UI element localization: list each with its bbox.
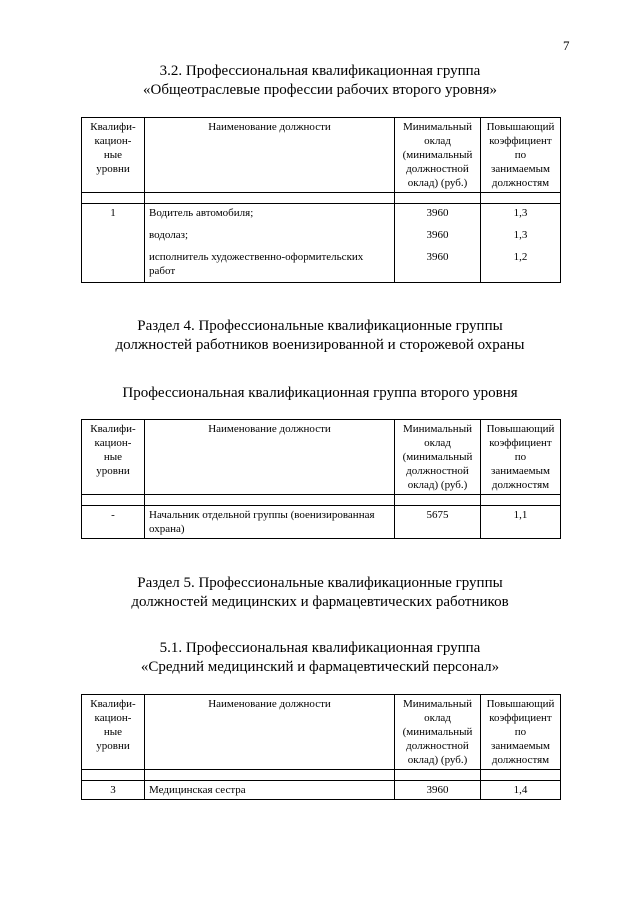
position-name: Медицинская сестра [145, 781, 395, 800]
header-level: Квалифи- кацион- ные уровни [82, 420, 145, 495]
position-name: Водитель автомобиля; [149, 207, 254, 219]
section-3-2-title-line1: 3.2. Профессиональная квалификационная группа [159, 63, 481, 79]
coef-value: 1,3 [513, 207, 528, 219]
header-salary: Минимальный оклад (минимальный должностной оклад) (руб.) [395, 420, 481, 495]
coef-value: 1,4 [481, 781, 561, 800]
section-4-title [80, 317, 560, 355]
salary-value: 5675 [395, 506, 481, 539]
section-5-1-title-line1: 5.1. Профессиональная квалификационная группа [159, 640, 481, 656]
header-coef: Повышающий коэффициент по занимаемым должностям [481, 118, 561, 193]
position-name: водолаз; [149, 229, 189, 241]
table-section-5-1 [81, 694, 561, 800]
name-cell [145, 204, 395, 283]
table-section-4 [81, 419, 561, 539]
coef-value: 1,3 [513, 229, 528, 241]
section-5-1-title [80, 639, 560, 677]
coef-value: 1,1 [481, 506, 561, 539]
header-name: Наименование должности [145, 695, 395, 770]
header-level: Квалифи- кацион- ные уровни [82, 118, 145, 193]
section-4-title-line2: должностей работников военизированной и сторожевой охраны [115, 337, 525, 353]
section-5-title-line1: Раздел 5. Профессиональные квалификационные группы [137, 575, 503, 591]
header-salary: Минимальный оклад (минимальный должностной оклад) (руб.) [395, 118, 481, 193]
header-coef: Повышающий коэффициент по занимаемым должностям [481, 695, 561, 770]
section-5-title-line2: должностей медицинских и фармацевтических работников [131, 594, 509, 610]
section-3-2-title-line2: «Общеотраслевые профессии рабочих второго уровня» [143, 82, 497, 98]
header-level: Квалифи- кацион- ные уровни [82, 695, 145, 770]
header-salary: Минимальный оклад (минимальный должностной оклад) (руб.) [395, 695, 481, 770]
position-name: Начальник отдельной группы (военизированная охрана) [145, 506, 395, 539]
coef-cell [481, 204, 561, 283]
section-5-1-title-line2: «Средний медицинский и фармацевтический персонал» [140, 659, 500, 675]
table-section-3-2 [81, 117, 561, 283]
section-4-title-line1: Раздел 4. Профессиональные квалификационные группы [137, 318, 503, 334]
position-name: исполнитель художественно-оформительских работ [149, 251, 364, 277]
salary-cell [395, 204, 481, 283]
section-3-2-title [80, 62, 560, 100]
page-number: 7 [563, 38, 570, 53]
salary-value: 3960 [426, 229, 449, 241]
section-5-title [80, 574, 560, 612]
salary-value: 3960 [395, 781, 481, 800]
salary-value: 3960 [426, 207, 449, 219]
coef-value: 1,2 [513, 251, 528, 263]
level-cell: 1 [82, 204, 145, 283]
section-4-subtitle: Профессиональная квалификационная группа второго уровня [122, 385, 518, 401]
level-cell: 3 [82, 781, 145, 800]
salary-value: 3960 [426, 251, 449, 263]
header-name: Наименование должности [145, 118, 395, 193]
header-coef: Повышающий коэффициент по занимаемым должностям [481, 420, 561, 495]
level-cell: - [82, 506, 145, 539]
header-name: Наименование должности [145, 420, 395, 495]
